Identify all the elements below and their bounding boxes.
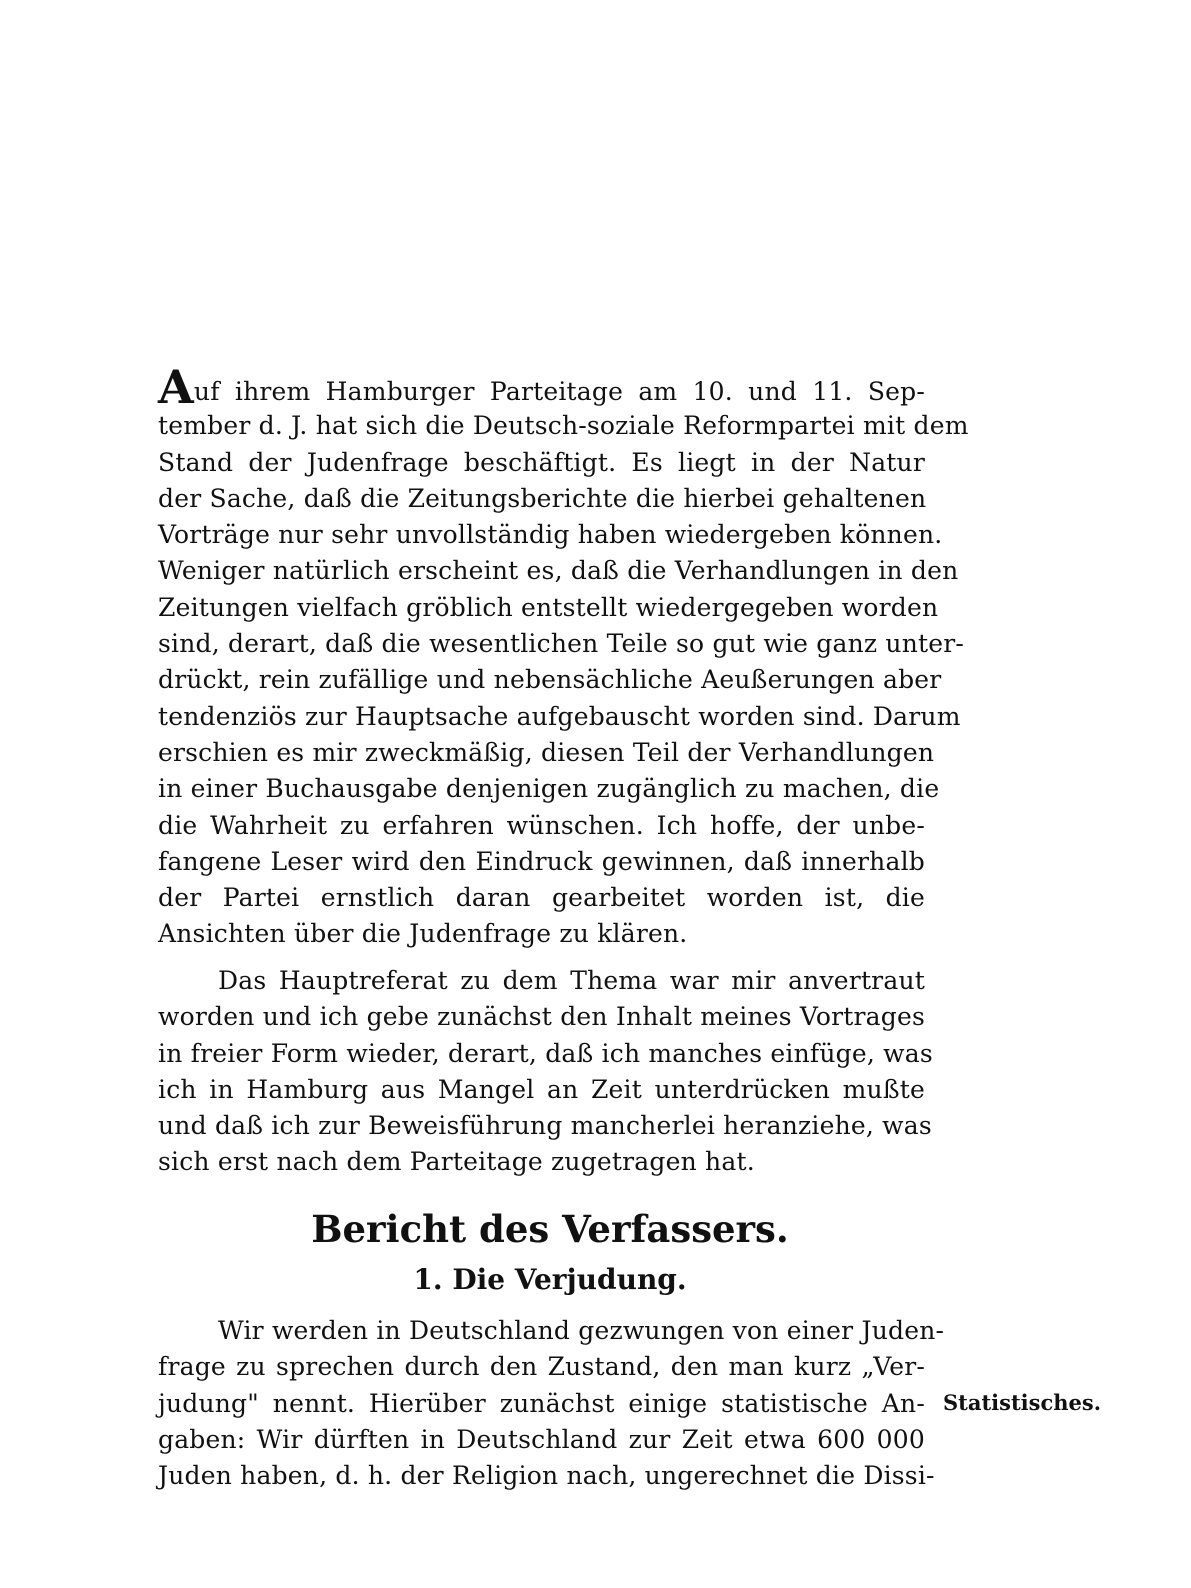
section-title: 1. Die Verjudung. — [413, 1263, 687, 1296]
intro-paragraph — [158, 360, 969, 953]
paragraph-line: Stand der Judenfrage beschäftigt. Es liegt in der Natur — [158, 447, 925, 477]
report-paragraph — [158, 1313, 945, 1494]
paragraph-line: Ansichten über die Judenfrage zu klären. — [158, 919, 688, 949]
paragraph-line: tember d. J. hat sich die Deutsch-soziale Reformpartei mit dem — [158, 411, 969, 441]
paragraph-line: und daß ich zur Beweisführung mancherlei heranziehe, was — [158, 1111, 932, 1141]
paragraph-line: tendenziös zur Hauptsache aufgebauscht worden sind. Darum — [158, 701, 961, 731]
paragraph-line: Vorträge nur sehr unvollständig haben wiedergeben können. — [158, 520, 943, 550]
paragraph-line: in einer Buchausgabe denjenigen zugänglich zu machen, die — [158, 774, 940, 804]
paragraph-line: der Partei ernstlich daran gearbeitet worden ist, die — [158, 883, 925, 913]
paragraph-line: erschien es mir zweckmäßig, diesen Teil der Verhandlungen — [158, 737, 935, 767]
paragraph-line: sind, derart, daß die wesentlichen Teile so gut wie ganz unter- — [158, 629, 965, 659]
paragraph-line: gaben: Wir dürften in Deutschland zur Zeit etwa 600 000 — [158, 1424, 925, 1454]
paragraph-line: drückt, rein zufällige und nebensächliche Aeußerungen aber — [158, 665, 942, 695]
paragraph-line: sich erst nach dem Parteitage zugetragen hat. — [158, 1147, 755, 1177]
paragraph-line: fangene Leser wird den Eindruck gewinnen, daß innerhalb — [158, 846, 925, 876]
second-paragraph — [158, 963, 933, 1181]
paragraph-line: Zeitungen vielfach gröblich entstellt wiedergegeben worden — [158, 592, 939, 622]
paragraph-line: in freier Form wieder, derart, daß ich manches einfüge, was — [158, 1038, 933, 1068]
paragraph-line: Das Hauptreferat zu dem Thema war mir anvertraut — [218, 966, 925, 995]
drop-cap: A — [158, 360, 194, 414]
paragraph-line: Juden haben, d. h. der Religion nach, ungerechnet die Dissi- — [158, 1461, 935, 1491]
margin-note: Statistisches. — [943, 1390, 1102, 1415]
paragraph-line: Weniger natürlich erscheint es, daß die Verhandlungen in den — [158, 556, 959, 586]
paragraph-line: worden und ich gebe zunächst den Inhalt meines Vortrages — [158, 1002, 925, 1032]
paragraph-line: Auf ihrem Hamburger Parteitage am 10. und 11. Sep- — [158, 360, 925, 414]
paragraph-line: die Wahrheit zu erfahren wünschen. Ich hoffe, der unbe- — [158, 810, 925, 840]
paragraph-line: frage zu sprechen durch den Zustand, den man kurz „Ver- — [158, 1352, 925, 1382]
report-title: Bericht des Verfassers. — [311, 1207, 789, 1251]
paragraph-line: judung" nennt. Hierüber zunächst einige statistische An- — [158, 1388, 925, 1418]
paragraph-line: Wir werden in Deutschland gezwungen von einer Juden- — [218, 1316, 945, 1345]
paragraph-line: der Sache, daß die Zeitungsberichte die hierbei gehaltenen — [158, 483, 927, 513]
paragraph-line: ich in Hamburg aus Mangel an Zeit unterdrücken mußte — [158, 1074, 925, 1104]
